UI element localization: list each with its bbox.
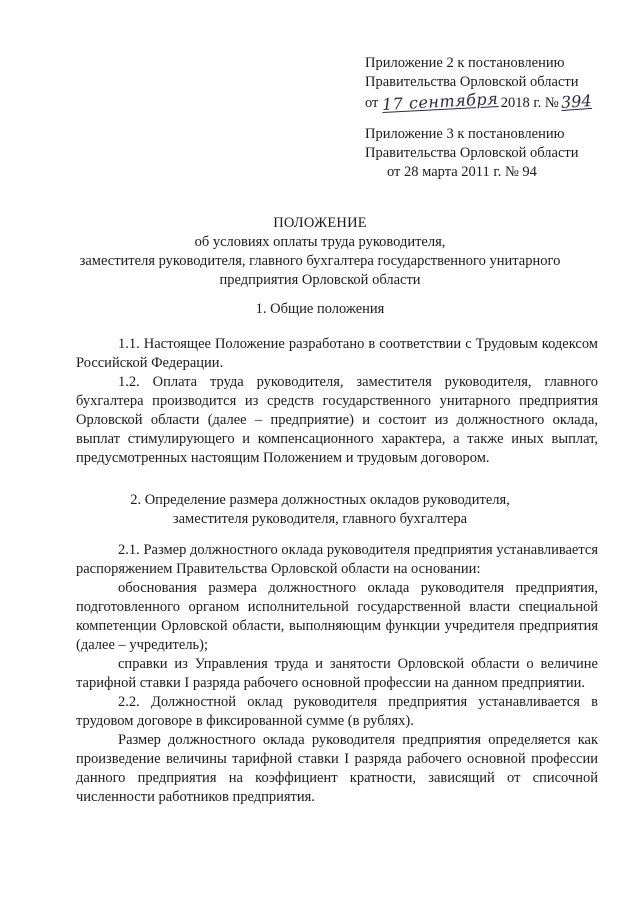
section-2-heading-line-2: заместителя руководителя, главного бухгалтера [172, 511, 468, 527]
handwritten-number: 394 [560, 90, 592, 113]
handwritten-date: 17 сентября [381, 88, 500, 115]
title-line-1: об условиях оплаты труда руководителя, [194, 234, 446, 250]
document-title [60, 214, 580, 290]
paragraph-2-1-basis-2: справки из Управления труда и занятости Орловской области о величине тарифной ставки I разряда рабочего основной профессии на данном предприятии. [76, 656, 598, 691]
appendix-2-header [365, 54, 615, 113]
section-1-heading: 1. Общие положения [255, 301, 385, 317]
section-2-heading [60, 491, 580, 529]
appendix-2-line-3 [365, 88, 615, 115]
appendix-2-line-1: Приложение 2 к постановлению [365, 55, 565, 71]
section-2-body [76, 541, 598, 807]
title-line-2: заместителя руководителя, главного бухгалтера государственного унитарного [79, 253, 561, 269]
appendix-3-line-3: от 28 марта 2011 г. № 94 [387, 164, 537, 180]
title-line-3: предприятия Орловской области [219, 272, 421, 288]
appendix-3-header [365, 125, 615, 182]
appendix-3-line-1: Приложение 3 к постановлению [365, 126, 565, 142]
section-1-body [76, 335, 598, 468]
appendix-3-line-2: Правительства Орловской области [365, 145, 579, 161]
paragraph-1-1: 1.1. Настоящее Положение разработано в соответствии с Трудовым кодексом Российской Федерации. [76, 336, 598, 371]
appendix-2-year: 2018 г. № [500, 95, 559, 111]
section-2-heading-line-1: 2. Определение размера должностных окладов руководителя, [130, 492, 510, 508]
paragraph-2-2-formula: Размер должностного оклада руководителя предприятия определяется как произведение величины тарифной ставки I разряда рабочего основной профессии данного предприятия на коэффициент кратности, зависящий от списочной численности работников предприятия. [76, 732, 598, 805]
appendix-2-line-2: Правительства Орловской области [365, 74, 579, 90]
paragraph-1-2: 1.2. Оплата труда руководителя, заместителя руководителя, главного бухгалтера производится из средств государственного унитарного предприятия Орловской области (далее – предприятие) и состоит из должностного оклада, выплат стимулирующего и компенсационного характера, а также иных выплат, предусмотренных настоящим Положением и трудовым договором. [76, 374, 598, 466]
paragraph-2-1-basis-1: обоснования размера должностного оклада руководителя предприятия, подготовленного органом исполнительной государственной власти специальной компетенции Орловской области, выполняющим функции учредителя предприятия (далее – учредитель); [76, 580, 598, 653]
appendix-2-date-prefix: от [365, 95, 379, 111]
paragraph-2-2: 2.2. Должностной оклад руководителя предприятия устанавливается в трудовом договоре в фиксированной сумме (в рублях). [76, 694, 598, 729]
title-main: ПОЛОЖЕНИЕ [273, 215, 367, 231]
paragraph-2-1: 2.1. Размер должностного оклада руководителя предприятия устанавливается распоряжением Правительства Орловской области на основании: [76, 542, 598, 577]
